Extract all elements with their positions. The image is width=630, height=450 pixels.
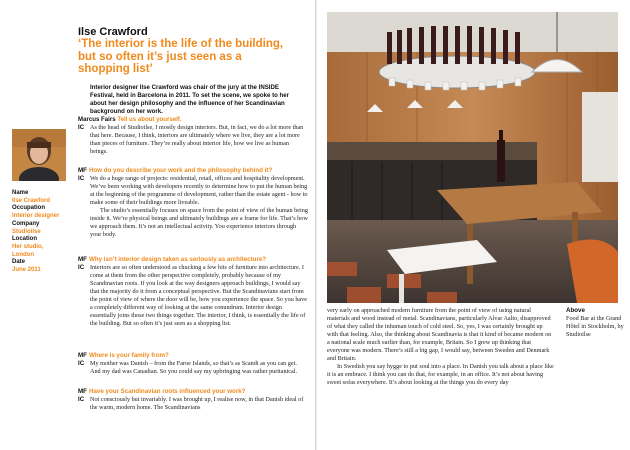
name-value: Ilse Crawford xyxy=(12,197,51,204)
answer-5-text: Not consciously but invariably. I was brought up, I realise now, in that Danish ideal of the warm, modern home. The Scandinavians xyxy=(90,396,304,411)
question-4 xyxy=(78,352,308,360)
date-value: June 2011 xyxy=(12,267,41,274)
mf-tag: MF xyxy=(78,256,87,263)
question-4-text: Where is your family from? xyxy=(89,352,169,359)
occupation-label: Occupation xyxy=(12,205,46,212)
location-label: Location xyxy=(12,236,37,243)
question-3-text: Why isn’t interior design taken as seriously as architecture? xyxy=(89,256,267,263)
photo-caption xyxy=(566,307,624,339)
ic-tag: IC xyxy=(78,124,85,131)
right-paragraph-2: In Swedish you say hygge to put soul into a place. In Danish you talk about a place like it is an embrace. I think you can do that, for example, in an office. It’s not about having sweet sofas everywhere. It’s about looking at the things you do every day xyxy=(327,363,554,386)
answer-1-text: As the head of Studioilse, I mostly design interiors. But, in fact, we do a lot more than that here. Because, I think, interiors are ultimately where we live, they are a lot more than pieces of furniture. They’re really about interior life, how we live as human beings. xyxy=(90,124,304,155)
name-label: Name xyxy=(12,190,29,196)
answer-2b-text: The studio’s essentially focuses on space from the point of view of the human being inside it. We’re physical beings and ultimately buildings are a frame for life. That’s how we approach them. It’s not an intellectual activity. You experience interiors through your body. xyxy=(90,207,308,238)
answer-3-text: Interiors are so often understood as chucking a few bits of furniture into architecture. I come at them from the other perspective completely, probably because of my Scandinavian roots. If you look at the way designers approach buildings, I would say that the majority do it from a conceptual perspective. But the Scandinavians start from the point of view of where the door will be, how you experience the space. So you have a completely different way of looking at the same conundrum. Interior design essentially joins those two things together. The interior, I think, is essentially the life of the building. But so often it’s just seen as a shopping list. xyxy=(90,264,308,327)
company-label: Company xyxy=(12,220,40,227)
occupation-value: Interior designer xyxy=(12,213,60,220)
mf-tag: MF xyxy=(78,167,87,174)
question-2-text: How do you describe your work and the philosophy behind it? xyxy=(89,167,273,174)
mf-tag: MF xyxy=(78,352,87,359)
answer-2 xyxy=(78,175,308,239)
interviewer-name: Marcus Fairs xyxy=(78,116,116,123)
answer-4 xyxy=(78,360,308,376)
question-5-text: Have your Scandinavian roots influenced your work? xyxy=(89,388,246,395)
question-2 xyxy=(78,167,308,175)
byline xyxy=(78,116,182,124)
first-question: Tell us about yourself. xyxy=(117,116,182,123)
caption-text: Food Bar at the Grand Hôtel in Stockholm, by Studioilse xyxy=(566,315,624,338)
question-5 xyxy=(78,388,308,396)
answer-1 xyxy=(78,124,308,156)
ic-tag: IC xyxy=(78,396,85,403)
answer-3 xyxy=(78,264,308,328)
portrait-photo xyxy=(12,129,66,181)
right-paragraph-1: very early on approached modern furniture from the point of view of using natural materials and wood instead of metal. Scandinavians, particularly Alvar Aalto, disapproved of what they called the inhuman touch of cold steel. So, yes, I was certainly brought up with that feeling. Also, the thinking about Scandinavia is that it kind of became modern on a national scale much earlier than, for example, Britain. So I grew up thinking that everyone was modern. There’s still a big gap, I would say, between Sweden and Denmark and Britain. xyxy=(327,307,552,362)
answer-2a-text: We do a huge range of projects: residential, retail, offices and hospitality development. We’ve been working with developers recently to determine how to put the human being at the beginning of the programme of development, rather than the estate agent - how to make some of their buildings more liveable. xyxy=(90,175,308,206)
body-column-right xyxy=(327,307,555,387)
restaurant-interior-photo xyxy=(327,12,618,303)
ic-tag: IC xyxy=(78,175,85,182)
caption-heading: Above xyxy=(566,307,585,314)
question-3 xyxy=(78,256,308,264)
answer-5 xyxy=(78,396,308,412)
profile-sidebar xyxy=(12,190,72,275)
location-value: Her studio, London xyxy=(12,243,44,258)
date-label: Date xyxy=(12,259,26,266)
ic-tag: IC xyxy=(78,360,85,367)
interviewee-name-heading: Ilse Crawford xyxy=(78,26,148,38)
ic-tag: IC xyxy=(78,264,85,271)
company-value: Studioilse xyxy=(12,228,41,235)
pull-quote: ‘The interior is the life of the building, but so often it’s just seen as a shopping list’ xyxy=(78,38,284,75)
page-gutter xyxy=(315,0,317,450)
standfirst: Interior designer Ilse Crawford was chair of the jury at the INSIDE Festival, held in Barcelona in 2011. To set the scene, we spoke to her about her design philosophy and the influence of her Scandinavian background on her work. xyxy=(90,84,290,115)
answer-4-text: My mother was Danish – from the Faroe Islands, so that’s as Scandi as you can get. And my dad was Canadian. So you could say my upbringing was rather puritanical. xyxy=(90,360,298,375)
mf-tag: MF xyxy=(78,388,87,395)
